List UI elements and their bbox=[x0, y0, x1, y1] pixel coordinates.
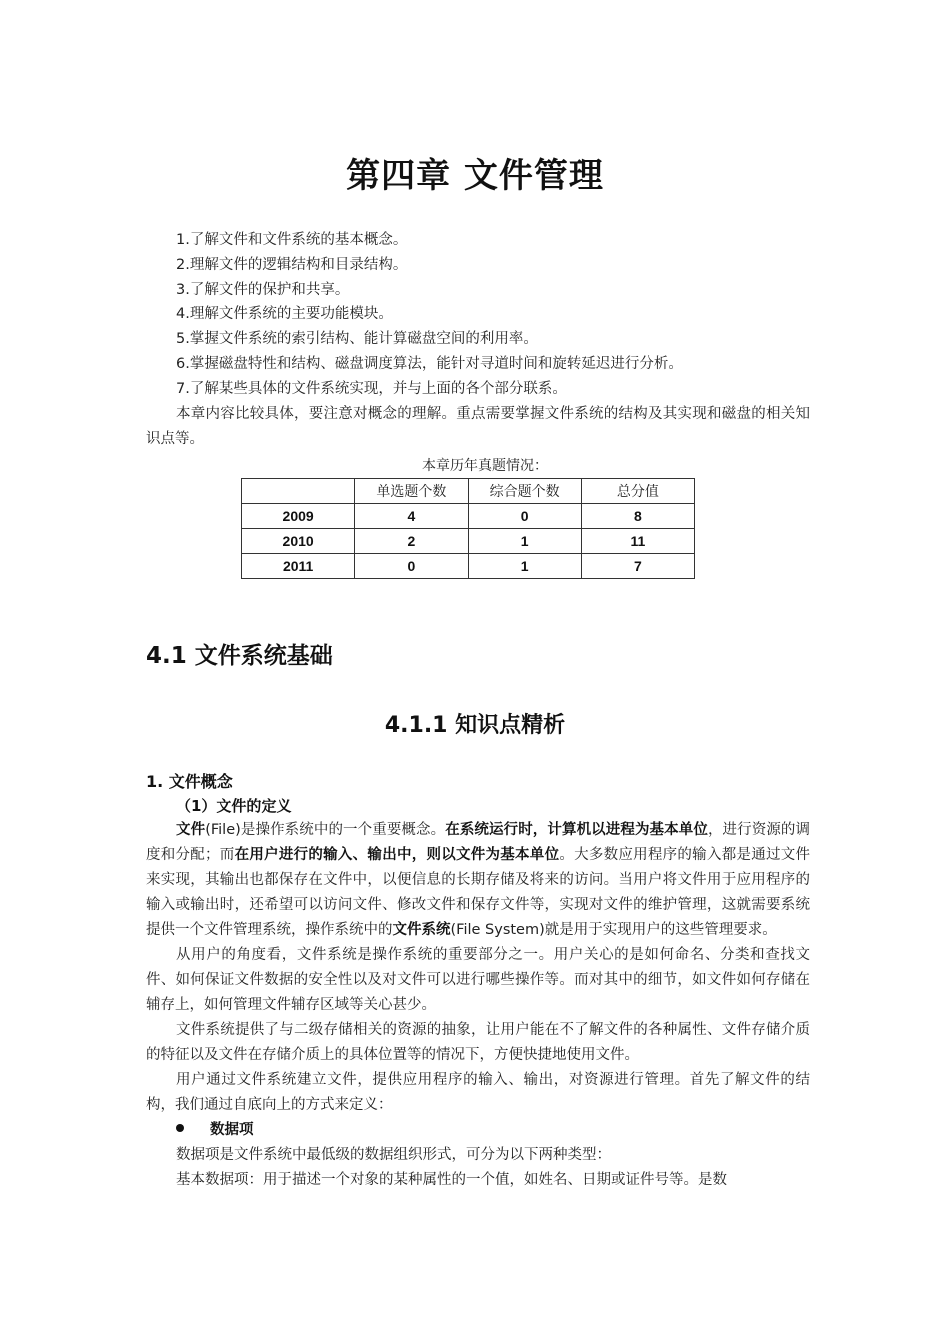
paragraph: 文件系统提供了与二级存储相关的资源的抽象，让用户能在不了解文件的各种属性、文件存储介质的特征以及文件在存储介质上的具体位置等的情况下，方便快捷地使用文件。 bbox=[146, 1022, 810, 1063]
exam-history-table bbox=[241, 478, 695, 579]
bullet-dot-icon bbox=[176, 1124, 184, 1132]
table-header-row bbox=[242, 479, 695, 504]
objective-item: 5.掌握文件系统的索引结构、能计算磁盘空间的利用率。 bbox=[176, 331, 538, 348]
section-heading: 4.1 文件系统基础 bbox=[146, 643, 333, 669]
body-text bbox=[146, 818, 810, 1193]
bold-term: 文件系统 bbox=[392, 922, 451, 938]
table-header-cell: 总分值 bbox=[581, 479, 694, 504]
table-cell: 0 bbox=[355, 554, 468, 579]
table-row bbox=[242, 554, 695, 579]
subtopic-heading: （1）文件的定义 bbox=[176, 797, 292, 815]
paragraph: 数据项是文件系统中最低级的数据组织形式，可分为以下两种类型： bbox=[176, 1147, 611, 1163]
table-cell: 2009 bbox=[242, 504, 355, 529]
bullet-item bbox=[146, 1118, 810, 1143]
table-header-cell bbox=[242, 479, 355, 504]
table-cell: 2010 bbox=[242, 529, 355, 554]
table-caption: 本章历年真题情况： bbox=[422, 458, 548, 474]
paragraph: 用户通过文件系统建立文件，提供应用程序的输入、输出，对资源进行管理。首先了解文件的结构，我们通过自底向上的方式来定义： bbox=[146, 1072, 810, 1113]
table-cell: 2 bbox=[355, 529, 468, 554]
objective-item: 3.了解文件的保护和共享。 bbox=[176, 281, 350, 298]
table-row bbox=[242, 504, 695, 529]
table-cell: 8 bbox=[581, 504, 694, 529]
table-cell: 0 bbox=[468, 504, 581, 529]
table-header-cell: 综合题个数 bbox=[468, 479, 581, 504]
table-header-cell: 单选题个数 bbox=[355, 479, 468, 504]
table-cell: 1 bbox=[468, 529, 581, 554]
table-cell: 4 bbox=[355, 504, 468, 529]
objective-item: 1.了解文件和文件系统的基本概念。 bbox=[176, 232, 408, 248]
chapter-intro: 本章内容比较具体，要注意对概念的理解。重点需要掌握文件系统的结构及其实现和磁盘的相关知识点等。 bbox=[146, 406, 810, 447]
bold-term: 文件 bbox=[176, 822, 206, 838]
objective-item: 6.掌握磁盘特性和结构、磁盘调度算法，能针对寻道时间和旋转延迟进行分析。 bbox=[176, 355, 683, 372]
table-cell: 7 bbox=[581, 554, 694, 579]
paragraph: 从用户的角度看，文件系统是操作系统的重要部分之一。用户关心的是如何命名、分类和查找文件、如何保证文件数据的安全性以及对文件可以进行哪些操作等。而对其中的细节，如文件如何存储在辅存上，如何管理文件辅存区域等关心甚少。 bbox=[146, 947, 810, 1013]
chapter-title: 第四章 文件管理 bbox=[346, 156, 604, 196]
objective-item: 7.了解某些具体的文件系统实现，并与上面的各个部分联系。 bbox=[176, 380, 567, 397]
objective-item: 4.理解文件系统的主要功能模块。 bbox=[176, 306, 393, 323]
bold-phrase: 在系统运行时，计算机以进程为基本单位 bbox=[445, 822, 708, 838]
subsection-heading: 4.1.1 知识点精析 bbox=[384, 713, 566, 738]
table-cell: 2011 bbox=[242, 554, 355, 579]
paragraph: 基本数据项：用于描述一个对象的某种属性的一个值，如姓名、日期或证件号等。是数 bbox=[176, 1172, 727, 1188]
paragraph: 文件(File)是操作系统中的一个重要概念。在系统运行时，计算机以进程为基本单位，进行资源的调度和分配；而在用户进行的输入、输出中，则以文件为基本单位。大多数应用程序的输入都是通过文件来实现，其输出也都保存在文件中，以便信息的长期存储及将来的访问。当用户将文件用于应用程序的输入或输出时，还希望可以访问文件、修改文件和保存文件等，实现对文件的维护管理，这就需要系统提供一个文件管理系统，操作系统中的文件系统(File System)就是用于实现用户的这些管理要求。 bbox=[146, 822, 811, 938]
table-row bbox=[242, 529, 695, 554]
table-cell: 11 bbox=[581, 529, 694, 554]
objective-item: 2.理解文件的逻辑结构和目录结构。 bbox=[176, 256, 408, 273]
table-cell: 1 bbox=[468, 554, 581, 579]
bold-phrase: 在用户进行的输入、输出中，则以文件为基本单位 bbox=[234, 847, 560, 863]
topic-heading: 1. 文件概念 bbox=[146, 772, 233, 791]
bullet-label: 数据项 bbox=[210, 1122, 254, 1138]
learning-objectives bbox=[176, 228, 816, 402]
